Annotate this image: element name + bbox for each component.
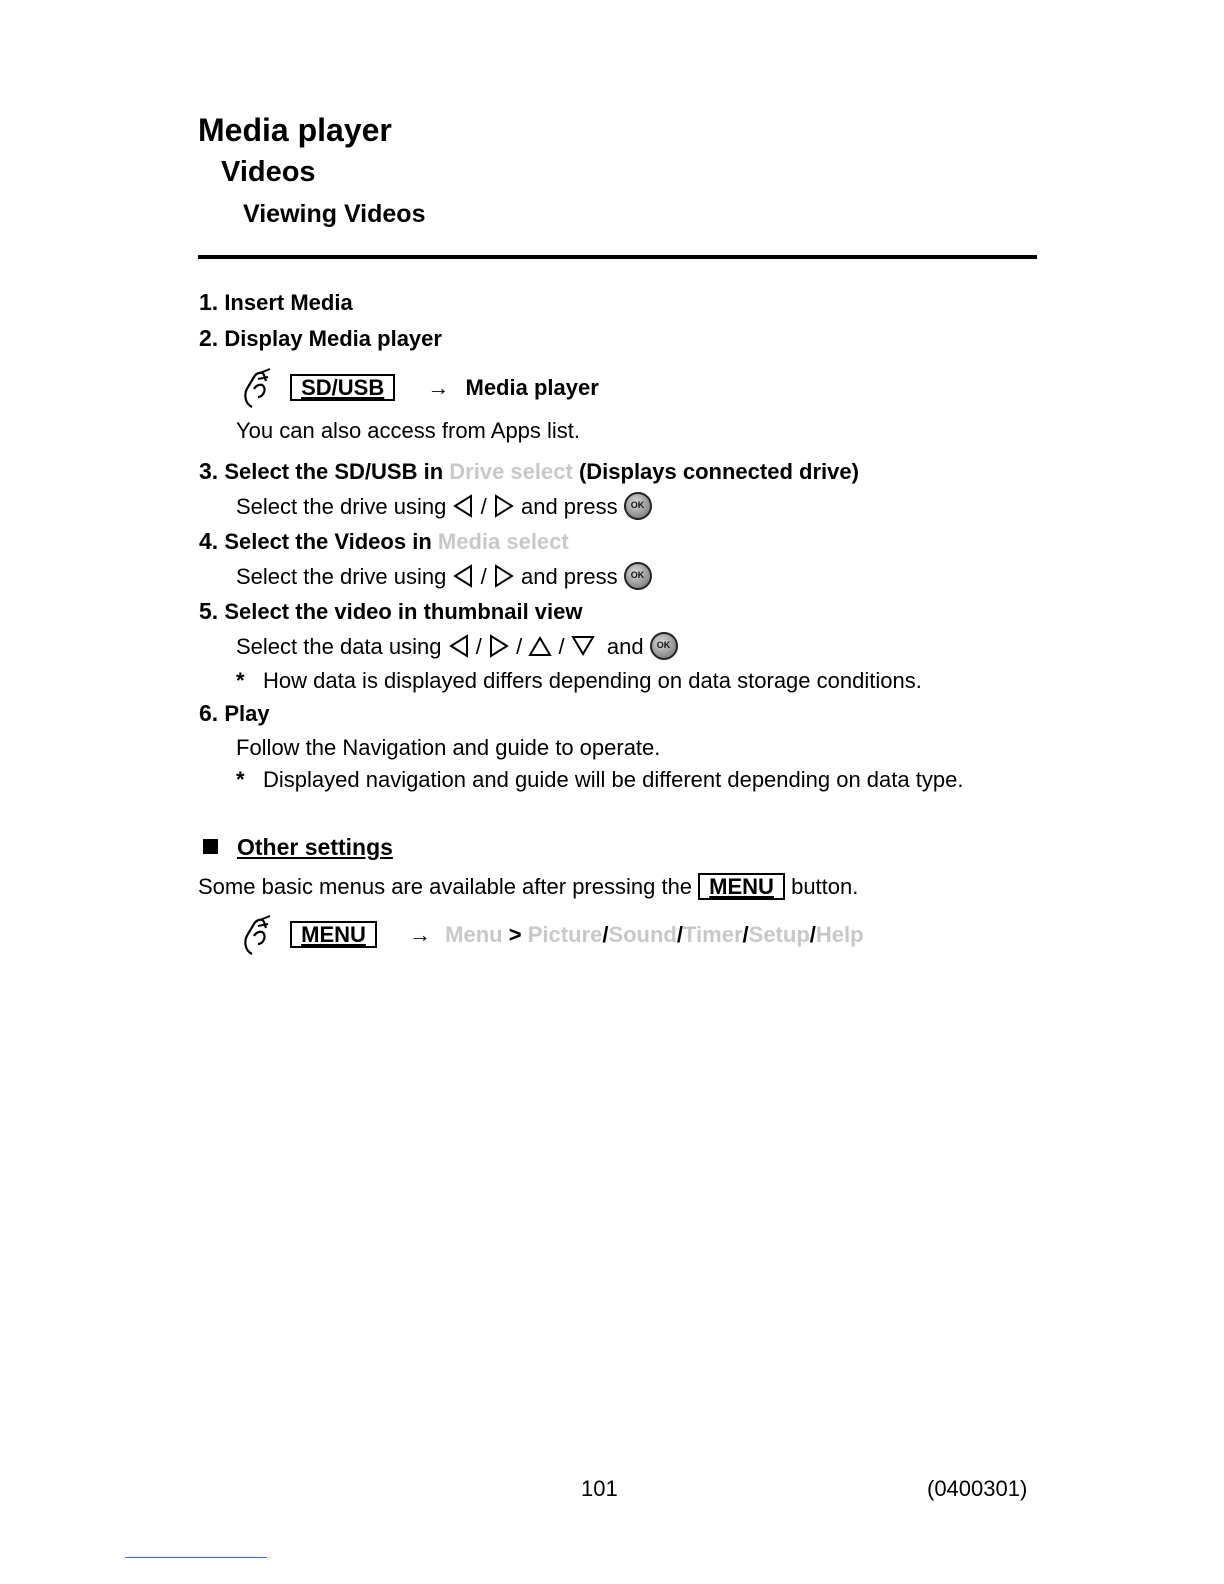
right-arrow-icon [493, 564, 515, 588]
instruction-text: and press [520, 494, 618, 519]
footer-line [125, 1557, 267, 1558]
instruction-text: Select the data using [236, 634, 442, 659]
step-title: Select the SD/USB in [224, 459, 444, 484]
step-4 [199, 528, 569, 555]
step-3-instruction [236, 494, 652, 522]
ok-button-icon [650, 632, 678, 660]
path-help: Help [815, 921, 864, 947]
separator: / [480, 494, 487, 519]
instruction-text: Select the drive using [236, 494, 447, 519]
page-number: 101 [581, 1476, 618, 1501]
section-title: Viewing Videos [243, 200, 426, 228]
step-title: Insert Media [224, 290, 353, 315]
page-subtitle: Videos [221, 156, 316, 188]
step-3 [199, 458, 859, 485]
note-text: How data is displayed differs depending on data storage conditions. [263, 668, 922, 693]
separator: / [516, 634, 523, 659]
menu-path [240, 914, 864, 958]
step-number: 1. [199, 289, 219, 315]
step-6 [199, 700, 270, 727]
ok-button-icon [624, 562, 652, 590]
down-arrow-icon [571, 635, 595, 657]
asterisk: * [236, 668, 245, 693]
step-number: 5. [199, 598, 219, 624]
other-text: button. [791, 874, 859, 899]
step-title-suffix: (Displays connected drive) [578, 459, 859, 484]
right-arrow-icon [488, 634, 510, 658]
drive-select-label: Drive select [449, 459, 573, 484]
instruction-text: Select the drive using [236, 564, 447, 589]
target-label: Media player [465, 374, 599, 400]
step-1 [199, 289, 353, 316]
note-text: Displayed navigation and guide will be different depending on data type. [263, 767, 964, 792]
header-rule [198, 255, 1037, 259]
left-arrow-icon [448, 634, 470, 658]
sd-usb-key: SD/USB [290, 374, 395, 401]
separator: / [602, 921, 609, 947]
step-2 [199, 325, 442, 352]
separator: / [480, 564, 487, 589]
step-2-instruction [240, 367, 599, 411]
path-sound: Sound [608, 921, 677, 947]
separator: / [558, 634, 565, 659]
remote-icon [240, 367, 274, 411]
media-select-label: Media select [437, 529, 569, 554]
right-arrow-icon [493, 494, 515, 518]
page-title: Media player [198, 112, 392, 148]
path-gt: > [508, 921, 522, 947]
step-title: Select the video in thumbnail view [224, 599, 583, 624]
arrow-icon: → [427, 374, 450, 400]
path-setup: Setup [748, 921, 810, 947]
other-settings-text [198, 873, 858, 900]
step-title: Play [224, 701, 270, 726]
asterisk: * [236, 767, 245, 792]
instruction-text: and [606, 634, 644, 659]
path-menu: Menu [445, 921, 503, 947]
step-5-note [236, 668, 922, 694]
left-arrow-icon [452, 564, 474, 588]
up-arrow-icon [528, 635, 552, 657]
remote-icon [240, 914, 274, 958]
other-text: Some basic menus are available after pressing the [198, 874, 693, 899]
square-bullet-icon [203, 839, 218, 854]
step-title: Select the Videos in [224, 529, 432, 554]
step-2-note: You can also access from Apps list. [236, 418, 581, 443]
separator: / [676, 921, 683, 947]
step-number: 2. [199, 325, 219, 351]
other-settings-heading: Other settings [237, 834, 393, 860]
separator: / [809, 921, 816, 947]
menu-key: MENU [290, 921, 377, 948]
step-4-instruction [236, 564, 652, 592]
step-number: 4. [199, 528, 219, 554]
step-title: Display Media player [224, 326, 442, 351]
left-arrow-icon [452, 494, 474, 518]
ok-button-icon [624, 492, 652, 520]
step-5 [199, 598, 583, 625]
menu-key: MENU [698, 873, 785, 900]
step-5-instruction [236, 634, 678, 662]
path-picture: Picture [527, 921, 603, 947]
separator: / [742, 921, 749, 947]
step-6-note [236, 767, 963, 793]
instruction-text: and press [520, 564, 618, 589]
step-number: 6. [199, 700, 219, 726]
arrow-icon: → [409, 921, 432, 947]
path-timer: Timer [683, 921, 743, 947]
separator: / [475, 634, 482, 659]
document-code: (0400301) [927, 1476, 1028, 1501]
step-6-instruction: Follow the Navigation and guide to operate. [236, 735, 661, 760]
step-number: 3. [199, 458, 219, 484]
